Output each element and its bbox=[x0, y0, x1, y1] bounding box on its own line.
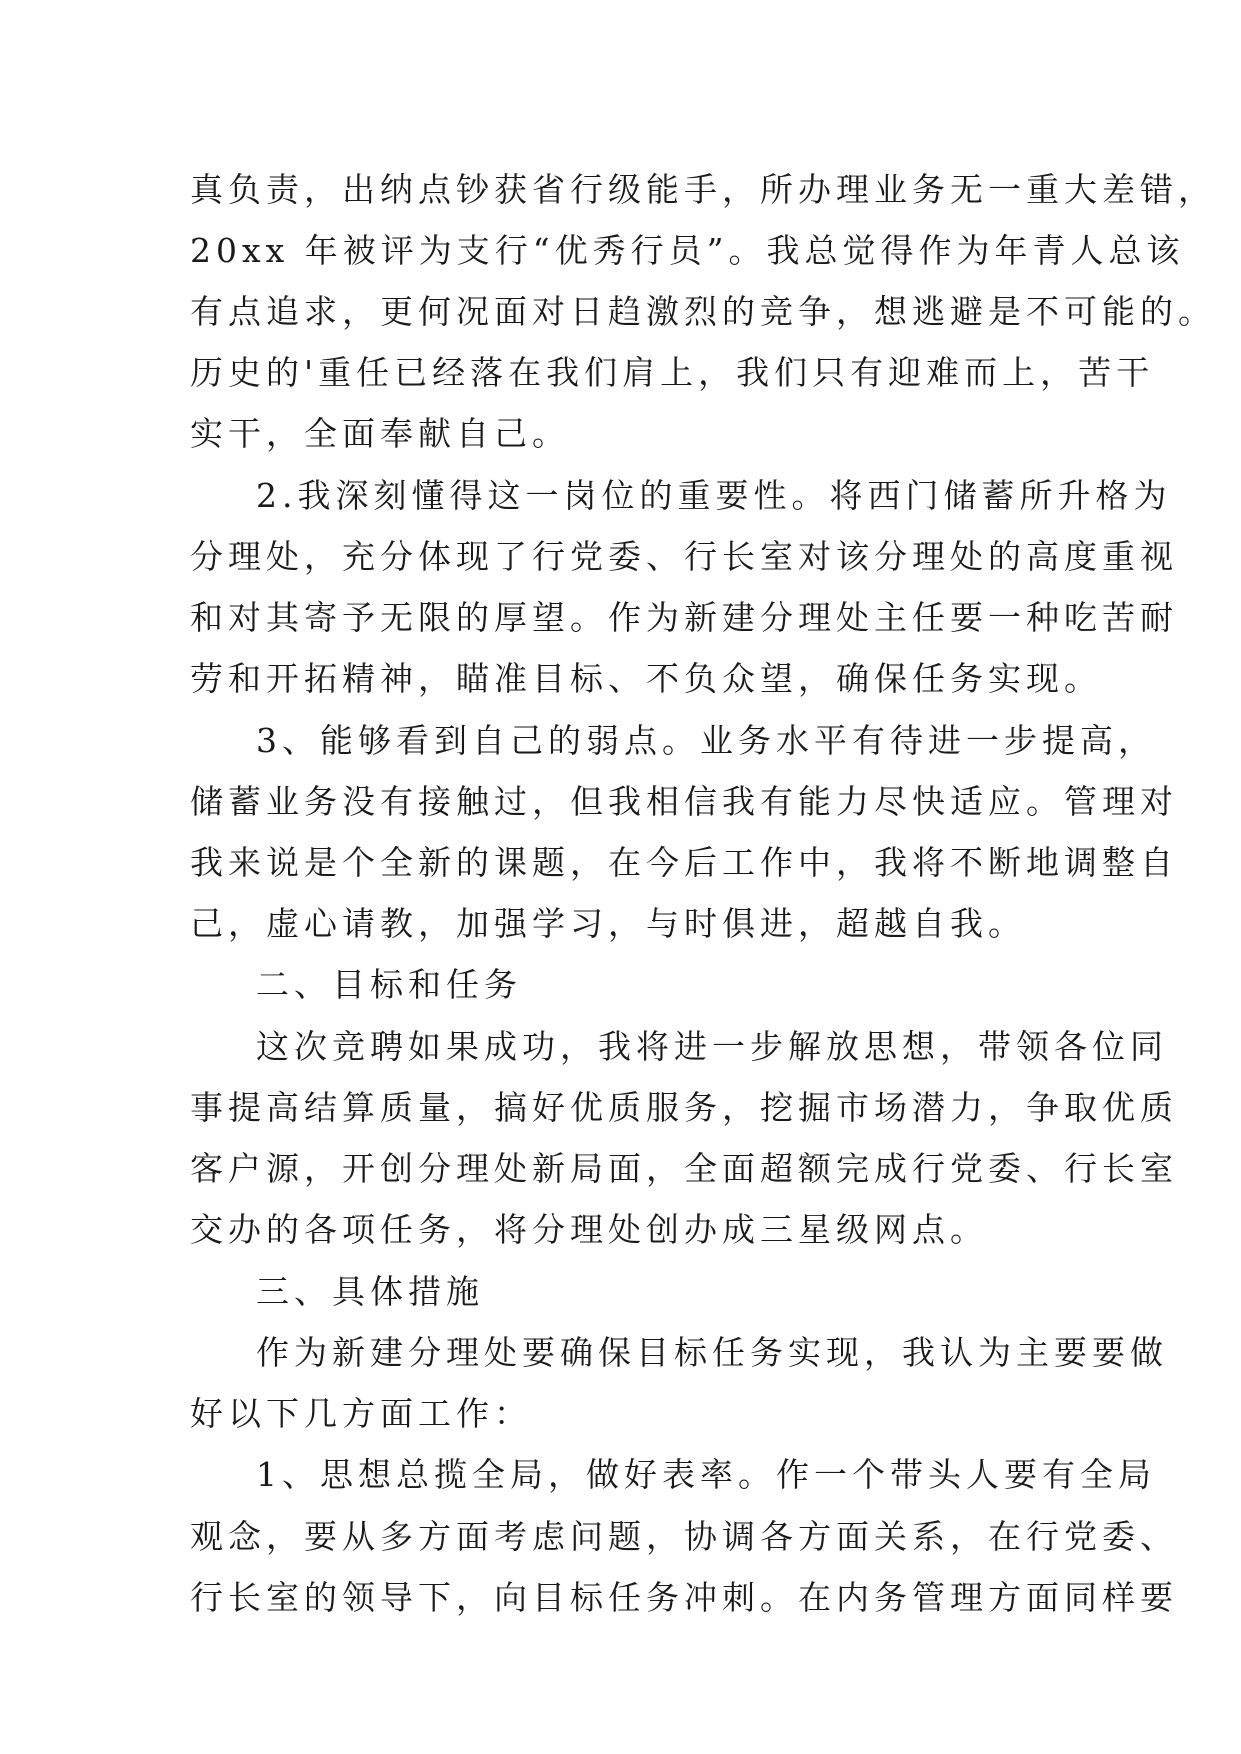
text-line: 真负责，出纳点钞获省行级能手，所办理业务无一重大差错， bbox=[190, 170, 1216, 209]
text-line: 我来说是个全新的课题，在今后工作中，我将不断地调整自 bbox=[190, 843, 1178, 882]
paragraph-start: 这次竞聘如果成功，我将进一步解放思想，带领各位同 bbox=[256, 1027, 1168, 1066]
text-line: 己，虚心请教，加强学习，与时俱进，超越自我。 bbox=[190, 904, 1026, 943]
text-line: 和对其寄予无限的厚望。作为新建分理处主任要一种吃苦耐 bbox=[190, 598, 1178, 637]
text-line: 实干，全面奉献自己。 bbox=[190, 414, 570, 453]
text-line: 有点追求，更何况面对日趋激烈的竞争，想逃避是不可能的。 bbox=[190, 292, 1216, 331]
text-line: 分理处，充分体现了行党委、行长室对该分理处的高度重视 bbox=[190, 537, 1178, 576]
paragraph-start: 2.我深刻懂得这一岗位的重要性。将西门储蓄所升格为 bbox=[256, 476, 1172, 515]
text-line: 交办的各项任务，将分理处创办成三星级网点。 bbox=[190, 1210, 988, 1249]
text-line: 好以下几方面工作： bbox=[190, 1394, 532, 1433]
section-heading: 二、目标和任务 bbox=[256, 965, 522, 1004]
section-heading: 三、具体措施 bbox=[256, 1272, 484, 1311]
paragraph-start: 1、思想总揽全局，做好表率。作一个带头人要有全局 bbox=[256, 1455, 1156, 1494]
text-line: 劳和开拓精神，瞄准目标、不负众望，确保任务实现。 bbox=[190, 659, 1102, 698]
text-line: 历史的'重任已经落在我们肩上，我们只有迎难而上，苦干 bbox=[190, 353, 1155, 392]
text-line: 20xx 年被评为支行“优秀行员”。我总觉得作为年青人总该 bbox=[190, 231, 1185, 270]
text-line: 行长室的领导下，向目标任务冲刺。在内务管理方面同样要 bbox=[190, 1578, 1178, 1617]
text-line: 储蓄业务没有接触过，但我相信我有能力尽快适应。管理对 bbox=[190, 782, 1178, 821]
text-line: 事提高结算质量，搞好优质服务，挖掘市场潜力，争取优质 bbox=[190, 1088, 1178, 1127]
text-line: 客户源，开创分理处新局面，全面超额完成行党委、行长室 bbox=[190, 1149, 1178, 1188]
paragraph-start: 3、能够看到自己的弱点。业务水平有待进一步提高， bbox=[256, 721, 1156, 760]
paragraph-start: 作为新建分理处要确保目标任务实现，我认为主要要做 bbox=[256, 1333, 1168, 1372]
text-line: 观念，要从多方面考虑问题，协调各方面关系，在行党委、 bbox=[190, 1517, 1178, 1556]
